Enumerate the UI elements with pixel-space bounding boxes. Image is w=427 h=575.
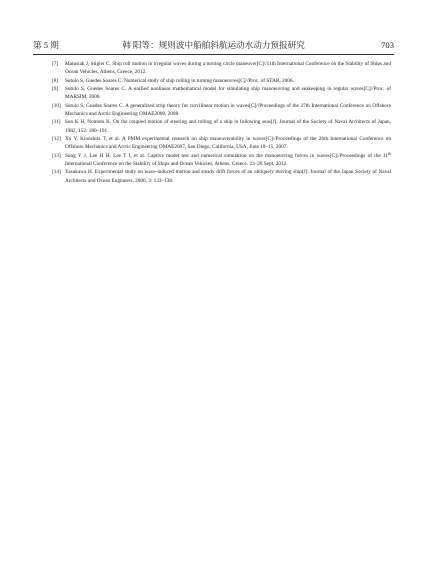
header-rule <box>33 54 394 55</box>
reference-text: Sutulo S, Guedes Soares C. A unified nonlinear mathematical model for simulating ship manoeuvring and seakeeping in regular waves[C]//Proc. of MARSIM, 2006. <box>65 86 391 101</box>
reference-item <box>52 60 391 77</box>
reference-text: Son K H, Nomoto K. On the coupled motion of steering and rolling of a ship in following seas[J]. Journal of the Society of Naval Architects of Japan, 1982, 152: 180–191. <box>65 119 391 134</box>
ordinal-superscript: th <box>388 151 391 156</box>
reference-item <box>52 77 391 85</box>
reference-number: [13] <box>52 152 61 159</box>
reference-number: [10] <box>52 102 61 109</box>
page-number: 703 <box>381 40 394 50</box>
reference-number: [8] <box>52 77 59 84</box>
reference-item <box>52 118 391 135</box>
reference-text: Xu Y, Kinoshita T, et al. A PMM experimental research on ship maneuverability in waves[C]//Proceedings of the 26th International Conference on Offshore Mechanics and Arctic Engineering OMAE2007, San Diego, California, USA, June 10–15, 2007. <box>65 136 391 151</box>
reference-text-end: International Conference on the Stability of Ships and Ocean Vehicles, Athens, Greece. 23–28 Sept, 2012. <box>65 161 288 168</box>
reference-item <box>52 135 391 152</box>
reference-item <box>52 85 391 102</box>
reference-item <box>52 152 391 169</box>
page-header <box>33 38 394 52</box>
reference-number: [12] <box>52 136 61 143</box>
reference-item <box>52 102 391 119</box>
reference-text-start: Sung Y J, Lee H H, Lee T I, et al. Captive model test and numerical simulation on the manoeuvring forces in waves[C]//Proceedings of the 11 <box>65 152 389 159</box>
reference-text: Sutulo S, Guedes Soares C. Numerical study of ship rolling in turning manoeuvres[C]//Proc. of STAB, 2006. <box>65 77 294 84</box>
issue-label: 第 5 期 <box>33 40 59 50</box>
reference-list <box>52 60 391 185</box>
reference-number: [9] <box>52 86 59 93</box>
reference-item <box>52 168 391 185</box>
reference-number: [7] <box>52 61 59 67</box>
reference-text: Yasukawa H. Experimental study on wave-induced motion and steady drift forces of an obliquely moving ship[J]. Journal of the Japan Society of Naval Architects and Ocean Engineers, 2006, 3: 133–138. <box>65 169 391 184</box>
reference-text: Sutulo S, Guedes Soares C. A generalized strip theory for curvilinear motion in waves[C]//Proceedings of the 27th International Conference on Offshore Mechanics and Arctic Engineering OMAE2008, 2008. <box>65 102 391 118</box>
reference-text: Matusiak J, Stigler C. Ship roll motion in irregular waves during a turning circle maneuver[C]//11th International Conference on the Stability of Ships and Ocean Vehicles, Athens, Greece, 2012. <box>65 61 391 76</box>
reference-number: [11] <box>52 119 61 126</box>
reference-number: [14] <box>52 169 61 176</box>
running-title: 韩 阳等：规则波中船舶斜航运动水动力预报研究 <box>122 40 305 50</box>
